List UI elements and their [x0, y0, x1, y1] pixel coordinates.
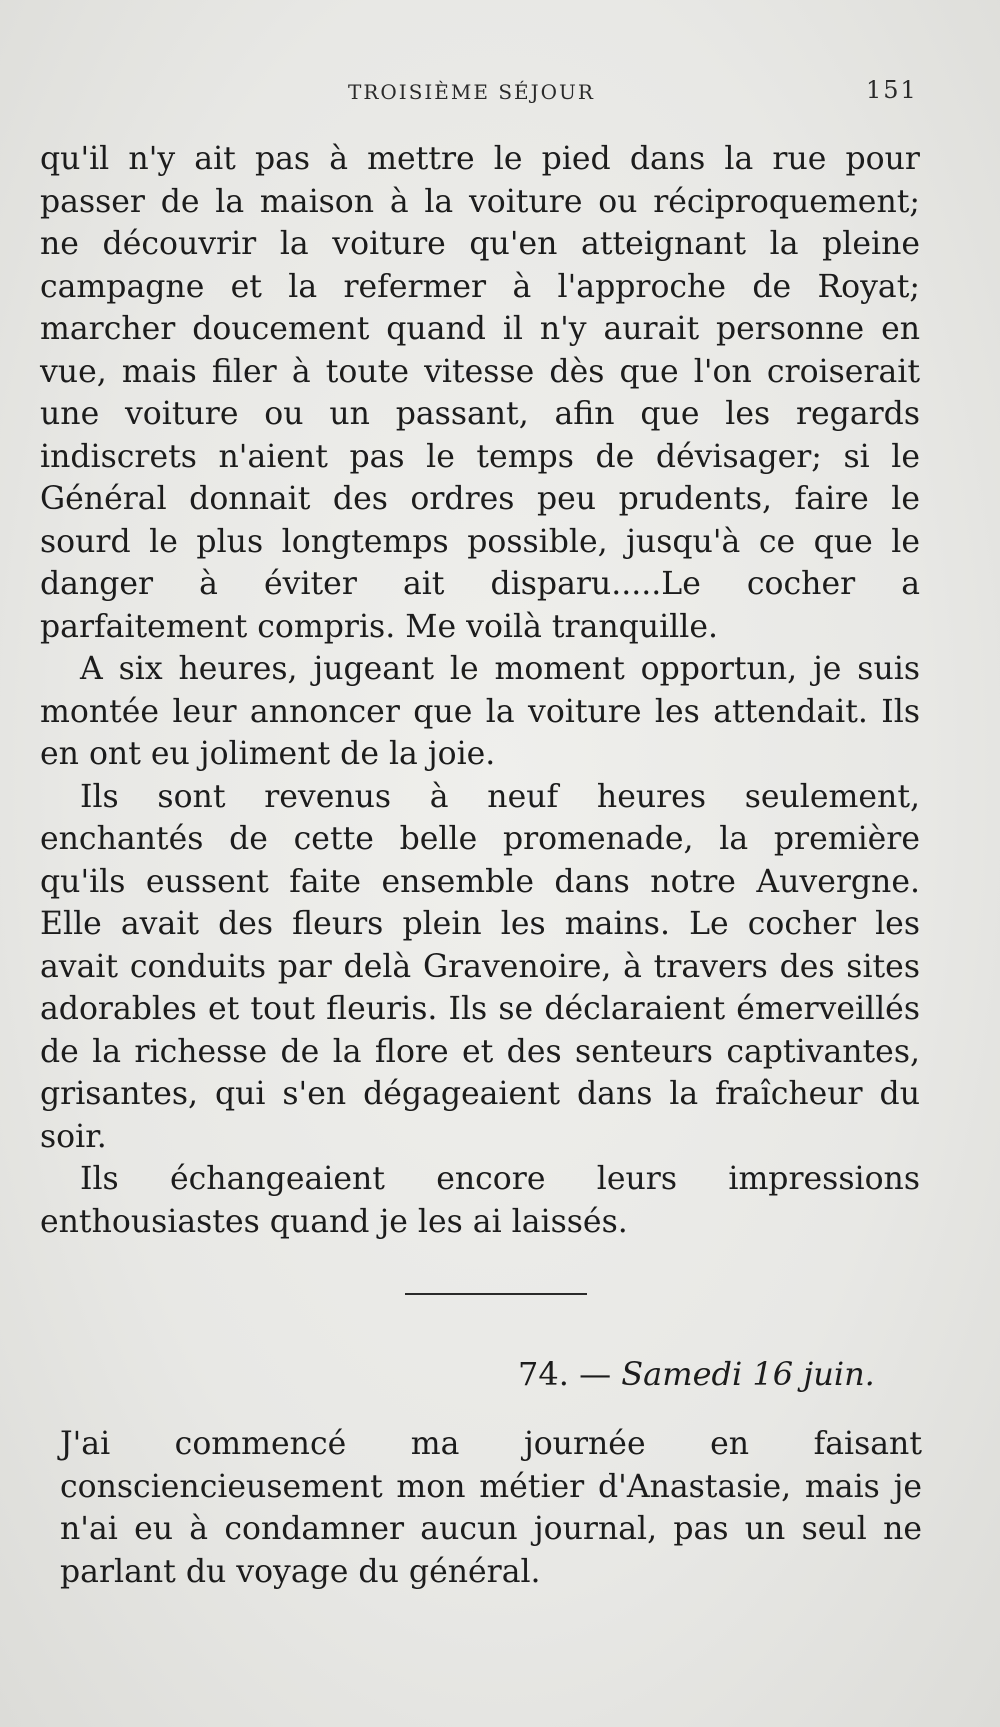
body-text	[40, 138, 920, 1243]
running-title: TROISIÈME SÉJOUR	[348, 80, 595, 104]
entry-text	[60, 1423, 922, 1593]
paragraph: J'ai commencé ma journée en faisant consciencieusement mon métier d'Anastasie, mais je n'ai eu à condamner aucun journal, pas un seul ne parlant du voyage du général.	[60, 1426, 922, 1590]
running-head	[0, 76, 1000, 110]
entry-date: Samedi 16 juin.	[621, 1355, 875, 1393]
paragraph: qu'il n'y ait pas à mettre le pied dans la rue pour passer de la maison à la voiture ou réciproquement; ne découvrir la voiture qu'en atteignant la pleine campagne et la refermer à l'approche de Royat; marcher doucement quand il n'y aurait personne en vue, mais filer à toute vitesse dès que l'on croiserait une voiture ou un passant, afin que les regards indiscrets n'aient pas le temps de dévisager; si le Général donnait des ordres peu prudents, faire le sourd le plus longtemps possible, jusqu'à ce que le danger à éviter ait disparu.....Le cocher a parfaitement compris. Me voilà tranquille.	[40, 141, 920, 645]
paragraph: A six heures, jugeant le moment opportun, je suis montée leur annoncer que la voiture les attendait. Ils en ont eu joliment de la joie.	[40, 651, 920, 772]
section-divider	[405, 1293, 587, 1295]
paragraph: Ils échangeaient encore leurs impressions enthousiastes quand je les ai laissés.	[40, 1161, 920, 1240]
entry-number: 74. —	[518, 1355, 612, 1393]
page-number: 151	[866, 76, 918, 104]
paragraph: Ils sont revenus à neuf heures seulement, enchantés de cette belle promenade, la première qu'ils eussent faite ensemble dans notre Auvergne. Elle avait des fleurs plein les mains. Le cocher les avait conduits par delà Gravenoire, à travers des sites adorables et tout fleuris. Ils se déclaraient émerveillés de la richesse de la flore et des senteurs captivantes, grisantes, qui s'en dégageaient dans la fraîcheur du soir.	[40, 778, 920, 1155]
entry-heading	[518, 1355, 875, 1393]
